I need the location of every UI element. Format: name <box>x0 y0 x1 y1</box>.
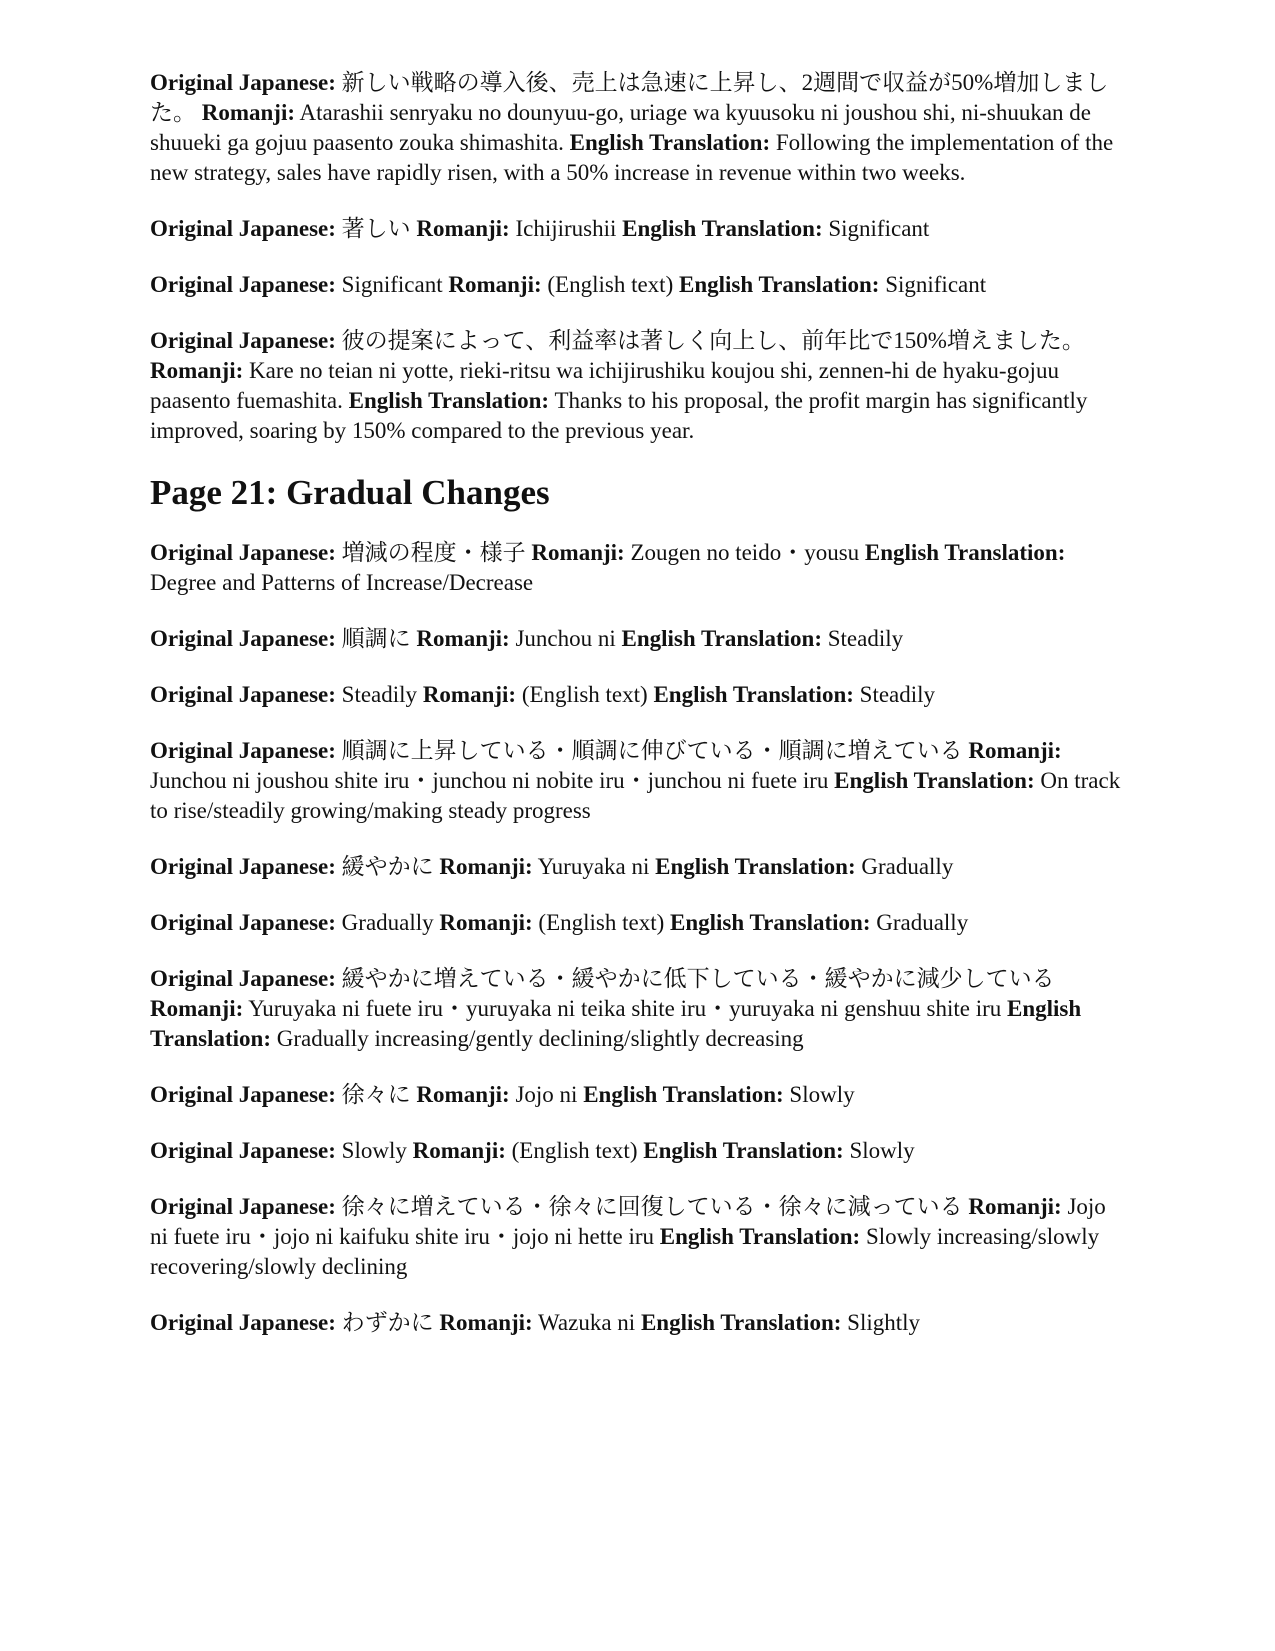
entry <box>150 68 1125 188</box>
label-original: Original Japanese: <box>150 1082 336 1107</box>
label-english: English Translation: <box>653 682 854 707</box>
romanji-text: Atarashii senryaku no dounyuu-go, uriage wa kyuusoku ni joushou shi, ni-shuukan de shuueki ga gojuu paasento zouka shimashita. <box>150 100 1091 155</box>
label-romanji: Romanji: <box>439 854 533 879</box>
japanese-text: 徐々に <box>341 1082 411 1107</box>
entry <box>150 624 1125 654</box>
romanji-text: Junchou ni joushou shite iru・junchou ni nobite iru・junchou ni fuete iru <box>150 768 829 793</box>
english-text: Significant <box>885 272 987 297</box>
label-romanji: Romanji: <box>968 738 1062 763</box>
entry <box>150 1192 1125 1282</box>
label-english: English Translation: <box>569 130 771 155</box>
label-english: English Translation: <box>659 1224 861 1249</box>
label-english: English Translation: <box>583 1082 784 1107</box>
japanese-text: 徐々に増えている・徐々に回復している・徐々に減っている <box>341 1194 963 1219</box>
english-text: Significant <box>828 216 930 241</box>
entry <box>150 1136 1125 1166</box>
japanese-text: 増減の程度・様子 <box>341 540 526 565</box>
english-text: Thanks to his proposal, the profit margin has significantly improved, soaring by 150% compared to the previous year. <box>150 388 1088 443</box>
entries-top <box>150 68 1125 446</box>
label-english: English Translation: <box>348 388 550 413</box>
romanji-text: Zougen no teido・yousu <box>630 540 860 565</box>
japanese-text: Gradually <box>341 910 434 935</box>
english-text: Slowly <box>789 1082 855 1107</box>
romanji-text: (English text) <box>547 272 674 297</box>
romanji-text: Ichijirushii <box>515 216 617 241</box>
romanji-text: (English text) <box>538 910 665 935</box>
japanese-text: 順調に上昇している・順調に伸びている・順調に増えている <box>341 738 963 763</box>
label-english: English Translation: <box>621 626 822 651</box>
label-original: Original Japanese: <box>150 1138 336 1163</box>
romanji-text: (English text) <box>511 1138 638 1163</box>
document-page <box>150 68 1125 1364</box>
label-english: English Translation: <box>834 768 1035 793</box>
romanji-text: Yuruyaka ni fuete iru・yuruyaka ni teika shite iru・yuruyaka ni genshuu shite iru <box>248 996 1002 1021</box>
label-original: Original Japanese: <box>150 682 336 707</box>
label-romanji: Romanji: <box>968 1194 1062 1219</box>
label-english: English Translation: <box>678 272 880 297</box>
romanji-text: Wazuka ni <box>538 1310 636 1335</box>
japanese-text: 著しい <box>341 216 411 241</box>
entry <box>150 1080 1125 1110</box>
english-text: Slowly increasing/slowly recovering/slowly declining <box>150 1224 1100 1279</box>
english-text: Gradually <box>876 910 969 935</box>
romanji-text: Jojo ni <box>515 1082 578 1107</box>
english-text: Degree and Patterns of Increase/Decrease <box>150 570 534 595</box>
label-original: Original Japanese: <box>150 626 336 651</box>
japanese-text: 彼の提案によって、利益率は著しく向上し、前年比で150%増えました。 <box>341 328 1085 353</box>
english-text: Slightly <box>847 1310 921 1335</box>
label-original: Original Japanese: <box>150 216 336 241</box>
label-english: English Translation: <box>643 1138 844 1163</box>
entry <box>150 214 1125 244</box>
japanese-text: 順調に <box>341 626 411 651</box>
entry <box>150 852 1125 882</box>
english-text: Steadily <box>827 626 904 651</box>
english-text: Gradually increasing/gently declining/slightly decreasing <box>276 1026 804 1051</box>
label-original: Original Japanese: <box>150 540 336 565</box>
entries-bottom <box>150 538 1125 1338</box>
romanji-text: (English text) <box>521 682 648 707</box>
label-romanji: Romanji: <box>439 1310 533 1335</box>
english-text: Gradually <box>861 854 954 879</box>
entry <box>150 964 1125 1054</box>
japanese-text: わずかに <box>341 1310 434 1335</box>
japanese-text: 緩やかに <box>341 854 434 879</box>
entry <box>150 908 1125 938</box>
japanese-text: 緩やかに増えている・緩やかに低下している・緩やかに減少している <box>341 966 1055 991</box>
entry <box>150 1308 1125 1338</box>
label-original: Original Japanese: <box>150 854 336 879</box>
label-original: Original Japanese: <box>150 272 336 297</box>
entry <box>150 270 1125 300</box>
label-romanji: Romanji: <box>416 626 510 651</box>
label-original: Original Japanese: <box>150 738 336 763</box>
romanji-text: Yuruyaka ni <box>537 854 650 879</box>
japanese-text: Significant <box>341 272 443 297</box>
label-original: Original Japanese: <box>150 910 336 935</box>
label-romanji: Romanji: <box>448 272 542 297</box>
label-romanji: Romanji: <box>439 910 533 935</box>
romanji-text: Kare no teian ni yotte, rieki-ritsu wa ichijirushiku koujou shi, zennen-hi de hyaku-gojuu paasento fuemashita. <box>150 358 1059 413</box>
label-original: Original Japanese: <box>150 328 336 353</box>
label-english: English Translation: <box>864 540 1066 565</box>
label-english: English Translation: <box>655 854 856 879</box>
label-english: English Translation: <box>640 1310 842 1335</box>
japanese-text: Steadily <box>341 682 418 707</box>
label-romanji: Romanji: <box>150 996 244 1021</box>
japanese-text: Slowly <box>341 1138 407 1163</box>
entry <box>150 680 1125 710</box>
entry <box>150 736 1125 826</box>
english-text: Following the implementation of the new strategy, sales have rapidly risen, with a 50% increase in revenue within two weeks. <box>150 130 1114 185</box>
label-original: Original Japanese: <box>150 966 336 991</box>
entry <box>150 326 1125 446</box>
label-romanji: Romanji: <box>416 216 510 241</box>
label-english: English Translation: <box>150 996 1082 1051</box>
entry <box>150 538 1125 598</box>
label-english: English Translation: <box>670 910 871 935</box>
label-original: Original Japanese: <box>150 1310 336 1335</box>
label-romanji: Romanji: <box>531 540 625 565</box>
english-text: Slowly <box>849 1138 915 1163</box>
romanji-text: Junchou ni <box>515 626 616 651</box>
label-original: Original Japanese: <box>150 1194 336 1219</box>
label-english: English Translation: <box>622 216 823 241</box>
label-romanji: Romanji: <box>150 358 244 383</box>
label-romanji: Romanji: <box>416 1082 510 1107</box>
label-romanji: Romanji: <box>422 682 517 707</box>
english-text: On track to rise/steadily growing/making steady progress <box>150 768 1121 823</box>
section-heading: Page 21: Gradual Changes <box>150 473 550 512</box>
label-romanji: Romanji: <box>201 100 296 125</box>
romanji-text: Jojo ni fuete iru・jojo ni kaifuku shite iru・jojo ni hette iru <box>150 1194 1106 1249</box>
label-romanji: Romanji: <box>412 1138 506 1163</box>
label-original: Original Japanese: <box>150 70 336 95</box>
japanese-text: 新しい戦略の導入後、売上は急速に上昇し、2週間で収益が50%増加しました。 <box>150 70 1109 125</box>
english-text: Steadily <box>859 682 936 707</box>
